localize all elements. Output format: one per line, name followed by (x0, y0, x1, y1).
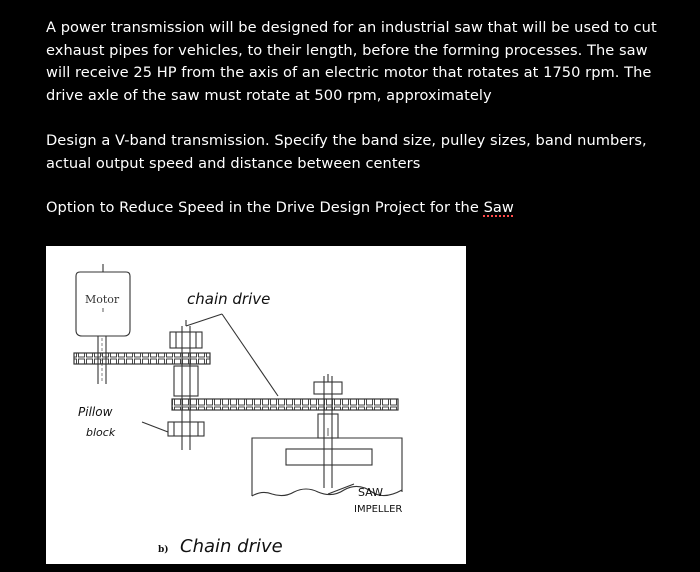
saw-label-line1: SAW (358, 486, 383, 499)
chain-leader-left (186, 314, 222, 326)
pillow-label-line2: block (86, 426, 116, 439)
chain-main (172, 399, 398, 410)
intermediate-shaft (168, 320, 204, 450)
saw-label-line2: IMPELLER (354, 504, 403, 515)
problem-paragraph-2: Design a V-band transmission. Specify the band size, pulley sizes, band numbers, actual output speed and distance between centers (46, 132, 647, 172)
problem-paragraph-3 (46, 197, 666, 220)
chain-leader-right (222, 314, 278, 396)
problem-paragraph-1: A power transmission will be designed for an industrial saw that will be used to cut exhaust pipes for vehicles, to their length, before the forming processes. The saw will receive 25 HP from the axis of an electric motor that rotates at 1750 rpm. The drive axle of the saw must rotate at 500 rpm, approximately (46, 19, 657, 104)
chain-drive-drawing (46, 246, 466, 564)
saw-shaft (314, 374, 342, 488)
figure-caption: Chain drive (180, 536, 283, 557)
chain-drive-label: chain drive (187, 290, 271, 308)
saw-link[interactable]: Saw (483, 199, 514, 216)
pillow-leader (142, 422, 168, 432)
caption-marker: b) (158, 545, 169, 555)
option-text: Option to Reduce Speed in the Drive Design Project for the (46, 199, 484, 216)
motor-label: Motor (85, 293, 120, 306)
chain-drive-figure (46, 246, 466, 564)
pillow-label-line1: Pillow (78, 405, 113, 419)
